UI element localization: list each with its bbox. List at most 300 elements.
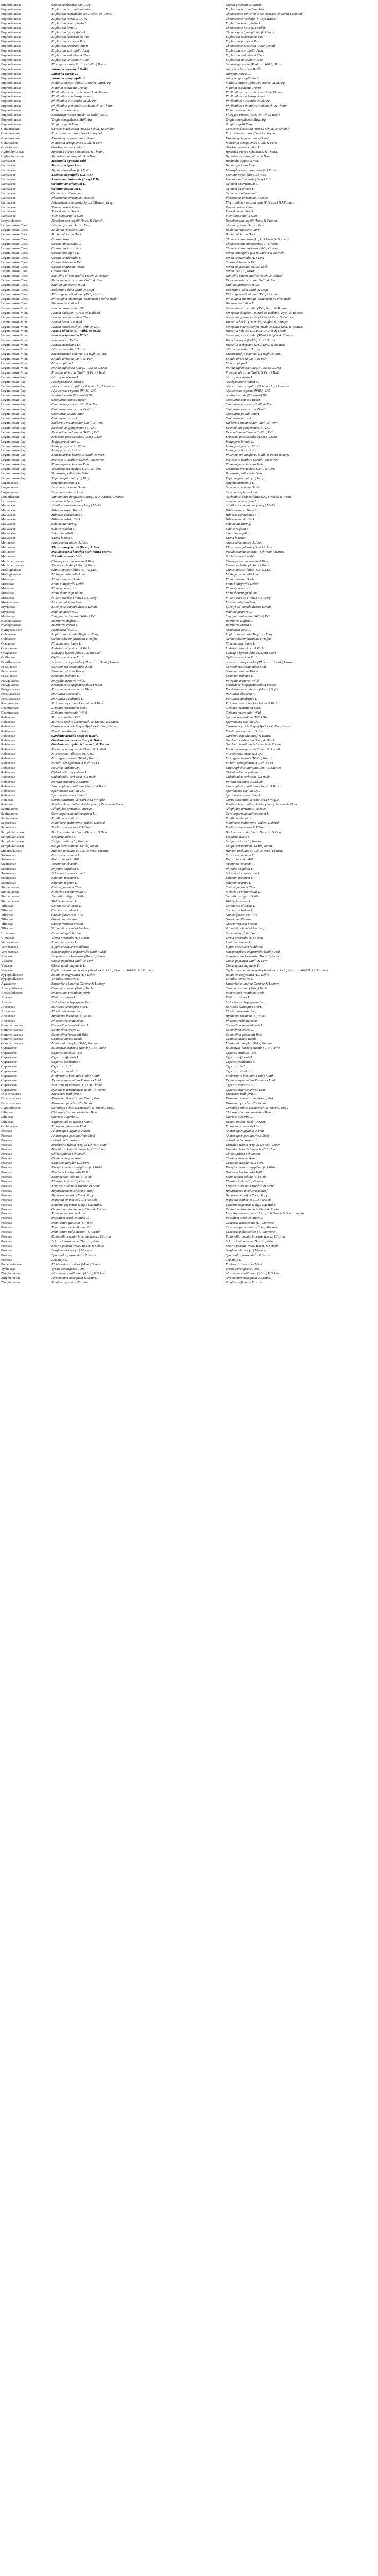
authority-cell <box>138 748 226 752</box>
list-row <box>0 651 378 656</box>
family-cell: Rubiaceae <box>1 748 15 752</box>
species-cell: Ficus platyphylla Delile <box>51 582 84 586</box>
species-cell: Euphorbia hyssopifolia L. <box>51 30 87 35</box>
species-cell: Mitragyna inermis (Willd.) Kuntze <box>51 757 98 761</box>
list-row <box>0 49 378 54</box>
family-cell: Rubiaceae <box>1 784 15 788</box>
family-cell: Vitaceae <box>1 959 13 963</box>
authority-cell <box>138 642 226 647</box>
accepted-name-cell: Striga hermonthica (Delile) Benth. <box>226 844 273 848</box>
family-cell: Zygophyllaceae <box>1 973 23 977</box>
list-row <box>0 155 378 159</box>
authority-cell <box>138 389 226 394</box>
list-row <box>0 1046 378 1051</box>
species-cell: Sterculia setigera Delile <box>51 894 85 899</box>
authority-cell <box>138 445 226 449</box>
species-cell: Ziziphus mauritiana Lam. <box>51 706 87 710</box>
family-cell: Leguminosae-Pap. <box>1 444 27 448</box>
species-cell: Vigna unguiculata (L.) Walp. <box>51 476 91 480</box>
list-row <box>0 665 378 670</box>
authority-cell <box>138 730 226 734</box>
accepted-name-cell: Eleusine indica (L.) Gaertn. <box>226 1180 264 1183</box>
accepted-name-cell: Stylochaeton hypogaeus Lepr. <box>226 1001 266 1005</box>
family-cell: Malvaceae <box>1 522 16 527</box>
authority-cell <box>138 513 226 518</box>
species-cell: Sesamum indicum L. <box>51 674 80 678</box>
accepted-name-cell: Corchorus tridens L. <box>226 908 254 912</box>
accepted-name-cell: Capsicum annuum L. <box>226 853 255 857</box>
species-cell: Nauclea latifolia Sm. <box>51 766 80 770</box>
authority-cell <box>138 1171 226 1175</box>
list-row <box>0 610 378 615</box>
accepted-name-cell: Bulbostylis barbata (Rottb.) C.B.Clarke <box>226 1046 280 1050</box>
accepted-name-cell: Tinospora bakis (A.Rich.) Miers <box>226 564 269 568</box>
family-cell: Myrtaceae <box>1 614 15 618</box>
accepted-name-cell: Euphorbia scordifolia Jacq. <box>226 49 264 53</box>
authority-cell <box>138 1161 226 1166</box>
species-cell: Dalbergia melanoxylon Guill. & Perr. <box>51 421 104 425</box>
accepted-name-cell: Vigna unguiculata (L.) Walp. <box>226 476 265 480</box>
family-cell: Leguminosae-Pap. <box>1 435 27 439</box>
list-row <box>0 748 378 752</box>
authority-cell <box>138 320 226 325</box>
list-row <box>0 716 378 720</box>
accepted-name-cell: Tamarindus indica L. <box>226 301 255 306</box>
accepted-name-cell: Boerhavia diffusa L. <box>226 619 253 623</box>
authority-cell <box>138 440 226 445</box>
list-row <box>0 660 378 665</box>
list-row <box>0 996 378 1001</box>
accepted-name-cell: Strychnos spinosa Lam. <box>226 490 258 494</box>
species-cell: Eragrostis tremula Hochst. ex Steud. <box>51 1184 101 1188</box>
list-row <box>0 1070 378 1074</box>
accepted-name-cell: Boerhavia erecta L. <box>226 623 253 628</box>
list-row <box>0 348 378 352</box>
family-cell: Leguminosae-Pap. <box>1 426 27 430</box>
family-cell: Sterculiaceae <box>1 890 20 894</box>
family-cell: Leguminosae-Mim. <box>1 361 28 365</box>
list-row <box>0 467 378 472</box>
authority-cell <box>138 955 226 959</box>
family-cell: Tiliaceae <box>1 918 13 922</box>
species-cell: Abutilon mauritianum (Jacq.) Medik. <box>51 504 102 508</box>
species-cell: Andropogon gayanus Kunth <box>51 1129 90 1133</box>
list-row <box>0 44 378 49</box>
list-row <box>0 334 378 338</box>
species-cell: Phoenix reclinata Jacq. <box>51 1019 84 1023</box>
accepted-name-cell: Gardenia ternifolia Schumach. & Thonn. <box>226 743 282 747</box>
species-cell: Cyperus difformis L. <box>51 1056 80 1060</box>
list-row <box>0 274 378 279</box>
accepted-name-cell: Buchnera hispida Buch.-Ham. ex D.Don <box>226 830 281 834</box>
family-cell: Euphorbiaceae <box>1 44 22 48</box>
family-cell: Orchidaceae <box>1 1124 18 1128</box>
family-cell: Leguminosae-Caes. <box>1 297 28 301</box>
authority-cell <box>138 421 226 426</box>
list-row <box>0 311 378 316</box>
accepted-name-cell: Oldenlandia corymbosa L. <box>226 770 262 774</box>
list-row <box>0 513 378 518</box>
list-row <box>0 532 378 536</box>
list-row <box>0 91 378 95</box>
authority-cell <box>138 449 226 453</box>
species-cell: Chloris pilosa Schumach. <box>51 1152 87 1156</box>
species-cell: Triumfetta rhomboidea Jacq. <box>51 927 91 931</box>
family-cell: Lamiaceae <box>1 214 16 218</box>
family-cell: Malvaceae <box>1 518 16 522</box>
family-cell: Poaceae <box>1 1253 12 1257</box>
authority-cell <box>138 927 226 931</box>
family-cell: Cyperaceae <box>1 1051 17 1055</box>
list-row <box>0 527 378 532</box>
accepted-name-cell: Sesamum indicum L. <box>226 674 254 678</box>
accepted-name-cell: Ficus thonningii Blume <box>226 591 257 595</box>
accepted-name-cell: Prosopis africana (Guill. & Perr.) Taub. <box>226 370 281 375</box>
family-cell: Leguminosae-Pap. <box>1 408 27 412</box>
family-cell: Leguminosae-Mim. <box>1 311 28 315</box>
authority-cell <box>138 789 226 794</box>
list-row <box>0 269 378 274</box>
authority-cell <box>138 3 226 8</box>
authority-cell <box>138 132 226 137</box>
authority-cell <box>138 95 226 99</box>
list-row <box>0 872 378 876</box>
species-cell: Ximenia americana L. <box>51 642 82 646</box>
species-cell: Solenostemon monostachyus (P.Beauv.) Briq. <box>51 200 113 205</box>
authority-cell <box>138 58 226 63</box>
species-cell: Moringa oleifera Lam. <box>51 600 83 604</box>
family-cell: Sterculiaceae <box>1 899 20 903</box>
family-cell: Leguminosae-Caes. <box>1 228 28 232</box>
family-cell: Moraceae <box>1 578 14 582</box>
accepted-name-cell: Cyperus macrostachyos Lam. <box>226 1088 266 1092</box>
authority-cell <box>138 279 226 283</box>
species-cell: Piliostigma reticulatum (DC.) Hochst. <box>51 293 104 297</box>
accepted-name-cell: Philenoptera laxiflora (Guill. & Perr.) Roberty <box>226 453 289 457</box>
list-row <box>0 357 378 362</box>
authority-cell <box>138 688 226 692</box>
authority-cell <box>138 274 226 279</box>
species-cell: Khaya senegalensis (Desr.) A.Juss. <box>51 545 100 549</box>
species-cell: Zea mays L. <box>51 1258 68 1262</box>
accepted-name-cell: Elaeis guineensis Jacq. <box>226 1009 257 1013</box>
species-cell: Tamarindus indica L. <box>51 301 81 306</box>
accepted-name-cell: Albizia chevalieri Harms <box>226 348 260 352</box>
species-cell: Loudetia togoensis (Pilg.) C.E.Hubb. <box>51 1202 102 1207</box>
authority-cell <box>138 338 226 343</box>
family-cell: Typhaceae <box>1 1267 16 1271</box>
family-cell: Leguminosae-Mim. <box>1 357 28 361</box>
list-row <box>0 858 378 862</box>
accepted-name-cell: Rottboellia cochinchinensis (Lour.) Clayton <box>226 1235 285 1239</box>
species-cell: Sida cordifolia L. <box>51 527 76 531</box>
family-cell: Solanaceae <box>1 862 16 867</box>
family-cell: Poaceae <box>1 1248 12 1252</box>
list-row <box>0 1092 378 1097</box>
accepted-name-cell: Borassus aethiopum Mart. <box>226 1005 262 1009</box>
list-row <box>0 936 378 941</box>
species-cell: Burkea africana Hook. <box>51 233 83 237</box>
authority-cell <box>138 867 226 872</box>
species-cell: Nicotiana tabacum L. <box>51 862 81 867</box>
family-cell: Commelinaceae <box>1 1042 23 1046</box>
species-cell: Indigofera pulchra Willd. <box>51 444 87 448</box>
species-cell: Euphorbia hirta L. <box>51 26 77 30</box>
accepted-name-cell: Agelanthus dodoneifolius (DC.) Polhill & Wiens <box>226 495 291 499</box>
family-cell: Euphorbiaceae <box>1 3 22 7</box>
list-row <box>0 1088 378 1093</box>
accepted-name-cell: Spermacoce ruelliae DC. <box>226 720 260 724</box>
authority-cell <box>138 601 226 605</box>
accepted-name-cell: Ocimum basilicum L. <box>226 187 255 191</box>
list-row <box>0 637 378 642</box>
authority-cell <box>138 936 226 941</box>
authority-cell <box>138 794 226 799</box>
species-cell: Ziziphus abyssinica Hochst. ex A.Rich. <box>51 702 105 706</box>
family-cell: Euphorbiaceae <box>1 26 22 30</box>
species-cell: Sorghum bicolor (L.) Moench <box>51 1248 92 1252</box>
accepted-name-cell: Crossopteryx febrifuga (Afzel. ex G.Don) Benth. <box>226 724 291 728</box>
species-cell: Manihot esculenta Crantz <box>51 86 87 90</box>
family-cell: Euphorbiaceae <box>1 12 22 16</box>
list-row <box>0 670 378 674</box>
list-row <box>0 688 378 692</box>
authority-cell <box>138 1244 226 1249</box>
list-row <box>0 109 378 113</box>
species-cell: Detarium microcarpum Guill. & Perr. <box>51 279 104 283</box>
list-row <box>0 1037 378 1042</box>
accepted-name-cell: Cyperus rotundus L. <box>226 1069 253 1073</box>
list-row <box>0 1175 378 1180</box>
family-cell: Cyperaceae <box>1 1074 17 1078</box>
accepted-name-cell: Desmodium gangeticum (L.) DC. <box>226 426 271 430</box>
species-cell: Crotalaria macrocalyx Benth. <box>51 408 92 412</box>
accepted-name-cell: Enicostema axillare (Lam.) A.Raynal <box>226 131 276 135</box>
family-cell: Malvaceae <box>1 527 16 531</box>
authority-cell <box>138 922 226 927</box>
list-row <box>0 596 378 601</box>
list-row <box>0 302 378 307</box>
authority-cell <box>138 1216 226 1221</box>
family-cell: Leguminosae-Caes. <box>1 238 28 242</box>
authority-cell <box>138 1263 226 1267</box>
accepted-name-cell: Leonotis nepetifolia (L.) R.Br. <box>226 173 266 177</box>
family-cell: Verbenaceae <box>1 950 19 954</box>
species-cell: Ocimum gratissimum L. <box>51 191 84 195</box>
family-cell: Rubiaceae <box>1 793 15 798</box>
family-cell: Poaceae <box>1 1202 12 1207</box>
species-cell: Pterocarpus erinaceus Poir. <box>51 463 90 467</box>
family-cell: Malvaceae <box>1 536 16 540</box>
species-cell: Ludwigia hyssopifolia (G.Don) Exell <box>51 651 102 655</box>
accepted-name-cell: Citrus aurantiifolia (Christm.) Swingle <box>226 798 279 802</box>
list-row <box>0 288 378 293</box>
family-cell: Euphorbiaceae <box>1 109 22 113</box>
authority-cell <box>138 164 226 168</box>
list-row <box>0 560 378 564</box>
species-cell: Acacia sieberiana DC. <box>51 343 83 347</box>
list-row <box>0 182 378 187</box>
list-row <box>0 840 378 844</box>
accepted-name-cell: Manilkara multinervis (Baker) Dubard <box>226 821 279 825</box>
list-row <box>0 922 378 927</box>
accepted-name-cell: Sida acuta Burm.f. <box>226 522 251 527</box>
authority-cell <box>138 1079 226 1083</box>
authority-cell <box>138 1056 226 1060</box>
authority-cell <box>138 486 226 490</box>
authority-cell <box>138 725 226 730</box>
family-cell: Leguminosae-Pap. <box>1 463 27 467</box>
accepted-name-cell: Isoberlinia doka Craib & Stapf <box>226 288 268 292</box>
list-row <box>0 615 378 619</box>
authority-cell <box>138 996 226 1001</box>
species-cell: Tinnea barteri Gürke <box>51 205 81 209</box>
family-cell: Hydrophyllaceae <box>1 155 25 159</box>
list-row <box>0 757 378 761</box>
accepted-name-cell: Ocimum gratissimum L. <box>226 191 259 195</box>
family-cell: Cyperaceae <box>1 1046 17 1050</box>
list-row <box>0 256 378 261</box>
family-cell: Euphorbiaceae <box>1 95 22 99</box>
species-cell: Phyllanthus niruroides Müll.Arg. <box>51 99 97 104</box>
list-row <box>0 564 378 568</box>
accepted-name-cell: Dalbergia melanoxylon Guill. & Perr. <box>226 421 278 425</box>
list-row <box>0 647 378 651</box>
species-cell: Kohautia senegalensis Cham. & Schltdl. <box>51 748 107 752</box>
authority-cell <box>138 706 226 711</box>
accepted-name-cell: Paspalum scrobiculatum L. <box>226 1216 263 1221</box>
authority-cell <box>138 86 226 91</box>
accepted-name-cell: Moringa oleifera Lam. <box>226 600 257 604</box>
accepted-name-cell: Exacum quinquenervium Griseb. <box>226 136 270 140</box>
family-cell: Cyperaceae <box>1 1056 17 1060</box>
accepted-name-cell: Sorghum bicolor (L.) Moench <box>226 1248 266 1252</box>
accepted-name-cell: Sarcocephalus latifolius (Sm.) E.A.Bruce <box>226 784 282 788</box>
species-cell: Hydrolea glabra Schumach. & Thonn. <box>51 150 104 154</box>
list-row <box>0 210 378 214</box>
species-cell: Jatropha curcas L. <box>51 72 78 76</box>
family-cell: Lamiaceae <box>1 168 16 173</box>
family-cell: Leguminosae-Mim. <box>1 329 28 333</box>
accepted-name-cell: Securidaca longepedunculata Fresen. <box>226 683 277 687</box>
family-cell: Poaceae <box>1 1152 12 1156</box>
family-cell: Polygonaceae <box>1 688 20 692</box>
accepted-name-cell: Crinum ornatum (Aiton) Herb. <box>226 987 268 991</box>
accepted-name-cell: Senegalia macrostachya (Rchb. ex DC.) Kyal. & Boatwr. <box>226 325 303 329</box>
species-cell: Prosopis africana (Guill. & Perr.) Taub. <box>51 370 107 375</box>
species-cell: Tragia senegalensis Müll.Arg. <box>51 118 93 122</box>
species-cell: Canscora decussata (Roxb.) Schult. & Schult.f. <box>51 127 116 131</box>
authority-cell <box>138 821 226 826</box>
list-row <box>0 798 378 803</box>
authority-cell <box>138 265 226 270</box>
list-row <box>0 1042 378 1046</box>
authority-cell <box>138 1184 226 1189</box>
authority-cell <box>138 615 226 619</box>
species-cell: Abrus precatorius L. <box>51 375 80 379</box>
list-row <box>0 238 378 242</box>
family-cell: Poaceae <box>1 1166 12 1170</box>
list-row <box>0 504 378 509</box>
species-cell: Imperata cylindrica (L.) Raeusch. <box>51 1198 98 1202</box>
list-row <box>0 224 378 228</box>
accepted-name-cell: Kyllinga squamulata Thonn. ex Vahl <box>226 1078 276 1082</box>
family-cell: Poaceae <box>1 1138 12 1142</box>
accepted-name-cell: Commelina benghalensis L. <box>226 1023 264 1027</box>
list-row <box>0 1097 378 1101</box>
list-row <box>0 417 378 421</box>
species-cell: Crotalaria pallida Aiton <box>51 412 85 416</box>
species-cell: Euphorbia scordifolia Jacq. <box>51 49 90 53</box>
accepted-name-cell: Tragia senegalensis Müll.Arg. <box>226 118 267 122</box>
family-cell: Leguminosae-Mim. <box>1 334 28 338</box>
accepted-name-cell: Mitragyna inermis (Willd.) Kuntze <box>226 757 272 761</box>
list-row <box>0 692 378 697</box>
accepted-name-cell: Cyanotis lanata Benth. <box>226 1037 257 1041</box>
family-cell: Meliaceae <box>1 540 15 545</box>
accepted-name-cell: Indigofera pulchra Willd. <box>226 444 261 448</box>
accepted-name-cell: Portulaca quadrifida L. <box>226 697 258 701</box>
list-row <box>0 941 378 945</box>
accepted-name-cell: Kohautia senegalensis Cham. & Schltdl. <box>226 748 281 752</box>
family-cell: Liliaceae <box>1 1120 14 1124</box>
list-row <box>0 127 378 132</box>
accepted-name-cell: Sterculia setigera Delile <box>226 894 259 899</box>
species-cell: Crinum ornatum (Aiton) Herb. <box>51 987 94 991</box>
family-cell: Leguminosae-Pap. <box>1 412 27 416</box>
accepted-name-cell: Hibiscus asper Hook.f. <box>226 509 257 513</box>
list-row <box>0 261 378 265</box>
list-row <box>0 1120 378 1125</box>
authority-cell <box>138 766 226 771</box>
list-row <box>0 54 378 58</box>
species-cell: Sida rhombifolia L. <box>51 532 78 536</box>
species-cell: Entada africana Guill. & Perr. <box>51 357 94 361</box>
species-cell: Cassia sieberiana DC. <box>51 260 82 264</box>
species-cell: Oldenlandia herbacea (L.) Roxb. <box>51 775 97 779</box>
list-row <box>0 242 378 247</box>
family-cell: Portulacaceae <box>1 692 20 697</box>
authority-cell <box>138 831 226 835</box>
accepted-name-cell: Adenia cissampeloides (Planch. ex Hook.) Harms <box>226 660 294 664</box>
list-row <box>0 187 378 192</box>
list-row <box>0 927 378 931</box>
family-cell: Commelinaceae <box>1 1037 23 1041</box>
family-cell: Solanaceae <box>1 881 16 885</box>
authority-cell <box>138 564 226 568</box>
accepted-name-cell: Sansevieria liberica Gérôme & Labroy <box>226 982 279 986</box>
species-cell: Indigofera tinctoria L. <box>51 449 82 453</box>
accepted-name-cell: Hydrolea macrosepala A.W.Benn. <box>226 155 272 159</box>
authority-cell <box>138 196 226 201</box>
accepted-name-cell: Cyperus difformis L. <box>226 1056 254 1060</box>
list-row <box>0 412 378 417</box>
family-cell: Ulmaceae <box>1 936 15 940</box>
list-row <box>0 876 378 881</box>
species-cell: Ricinus communis L. <box>51 109 80 113</box>
family-cell: Leguminosae-Caes. <box>1 269 28 274</box>
family-cell: Leguminosae-Mim. <box>1 352 28 357</box>
accepted-name-cell: Aeschynomene indica L. <box>226 380 259 384</box>
authority-cell <box>138 1139 226 1143</box>
list-row <box>0 1212 378 1216</box>
family-cell: Rubiaceae <box>1 779 15 784</box>
authority-cell <box>138 568 226 573</box>
accepted-name-cell: Melochia corchorifolia L. <box>226 890 261 894</box>
family-cell: Malvaceae <box>1 532 16 536</box>
species-cell: Strychnos innocua Delile <box>51 485 86 489</box>
authority-cell <box>138 959 226 964</box>
